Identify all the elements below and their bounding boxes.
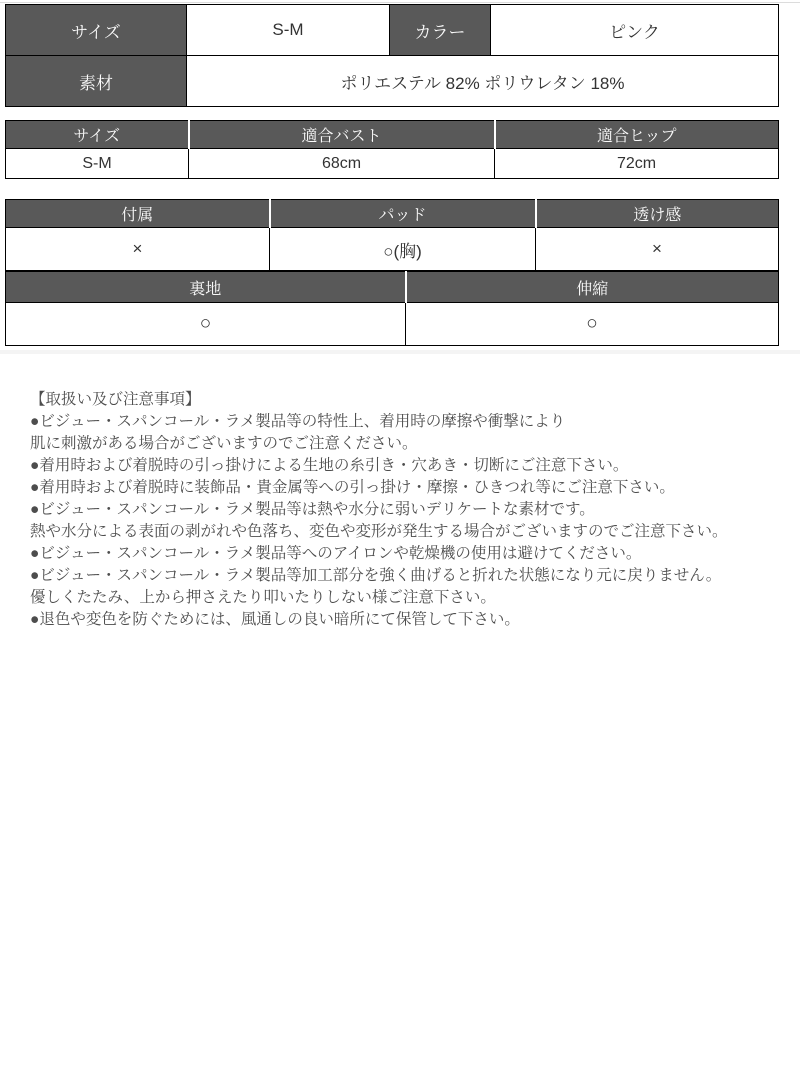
spec-row-size-color bbox=[6, 5, 779, 56]
measurement-header-row bbox=[6, 121, 779, 149]
top-divider-line bbox=[0, 2, 800, 3]
measurement-table bbox=[5, 120, 779, 179]
color-value-cell: ピンク bbox=[491, 5, 779, 56]
measurement-header-size: サイズ bbox=[6, 121, 189, 149]
feature-pad-value: ○(胸) bbox=[270, 228, 536, 271]
handling-note-line: ●着用時および着脱時に装飾品・貴金属等への引っ掛け・摩擦・ひきつれ等にご注意下さい。 bbox=[30, 479, 675, 496]
handling-note-line: ●着用時および着脱時の引っ掛けによる生地の糸引き・穴あき・切断にご注意下さい。 bbox=[30, 457, 629, 474]
spec-table bbox=[5, 4, 779, 107]
feature-header-accessory: 付属 bbox=[6, 200, 270, 228]
handling-note-line: ●ビジュー・スパンコール・ラメ製品等へのアイロンや乾燥機の使用は避けてください。 bbox=[30, 545, 642, 562]
handling-note-line: ●ビジュー・スパンコール・ラメ製品等は熱や水分に弱いデリケートな素材です。 bbox=[30, 501, 595, 518]
feature-stretch-value: ○ bbox=[406, 303, 779, 346]
feature-sheerness-value: × bbox=[536, 228, 779, 271]
feature-header-stretch: 伸縮 bbox=[406, 272, 779, 303]
handling-note-line: ●ビジュー・スパンコール・ラメ製品等の特性上、着用時の摩擦や衝撃により bbox=[30, 413, 566, 430]
measurement-size-value: S-M bbox=[6, 149, 189, 179]
handling-note-line: ●退色や変色を防ぐためには、風通しの良い暗所にて保管して下さい。 bbox=[30, 611, 520, 628]
measurement-bust-value: 68cm bbox=[189, 149, 495, 179]
measurement-hip-value: 72cm bbox=[495, 149, 779, 179]
feature-data-row-1 bbox=[6, 228, 779, 271]
handling-notes bbox=[30, 389, 790, 631]
size-label-cell: サイズ bbox=[6, 5, 187, 56]
spec-row-material bbox=[6, 56, 779, 107]
size-value-cell: S-M bbox=[187, 5, 390, 56]
color-label-cell: カラー bbox=[390, 5, 491, 56]
feature-table-lower bbox=[5, 271, 779, 346]
feature-header-row-1 bbox=[6, 200, 779, 228]
feature-header-sheerness: 透け感 bbox=[536, 200, 779, 228]
feature-header-row-2 bbox=[6, 272, 779, 303]
section-divider-bar bbox=[0, 350, 800, 354]
feature-header-lining: 裏地 bbox=[6, 272, 406, 303]
handling-notes-title: 【取扱い及び注意事項】 bbox=[30, 391, 201, 408]
handling-note-line: 優しくたたみ、上から押さえたり叩いたりしない様ご注意下さい。 bbox=[30, 589, 496, 606]
handling-note-line: 肌に刺激がある場合がございますのでご注意ください。 bbox=[30, 435, 418, 452]
feature-lining-value: ○ bbox=[6, 303, 406, 346]
material-value-cell: ポリエステル 82% ポリウレタン 18% bbox=[187, 56, 779, 107]
material-label-cell: 素材 bbox=[6, 56, 187, 107]
handling-note-line: 熱や水分による表面の剥がれや色落ち、変色や変形が発生する場合がございますのでご注意下さい。 bbox=[30, 523, 728, 540]
measurement-data-row bbox=[6, 149, 779, 179]
feature-header-pad: パッド bbox=[270, 200, 536, 228]
feature-accessory-value: × bbox=[6, 228, 270, 271]
measurement-header-hip: 適合ヒップ bbox=[495, 121, 779, 149]
measurement-header-bust: 適合バスト bbox=[189, 121, 495, 149]
feature-table-upper bbox=[5, 199, 779, 271]
feature-data-row-2 bbox=[6, 303, 779, 346]
handling-note-line: ●ビジュー・スパンコール・ラメ製品等加工部分を強く曲げると折れた状態になり元に戻りません。 bbox=[30, 567, 722, 584]
